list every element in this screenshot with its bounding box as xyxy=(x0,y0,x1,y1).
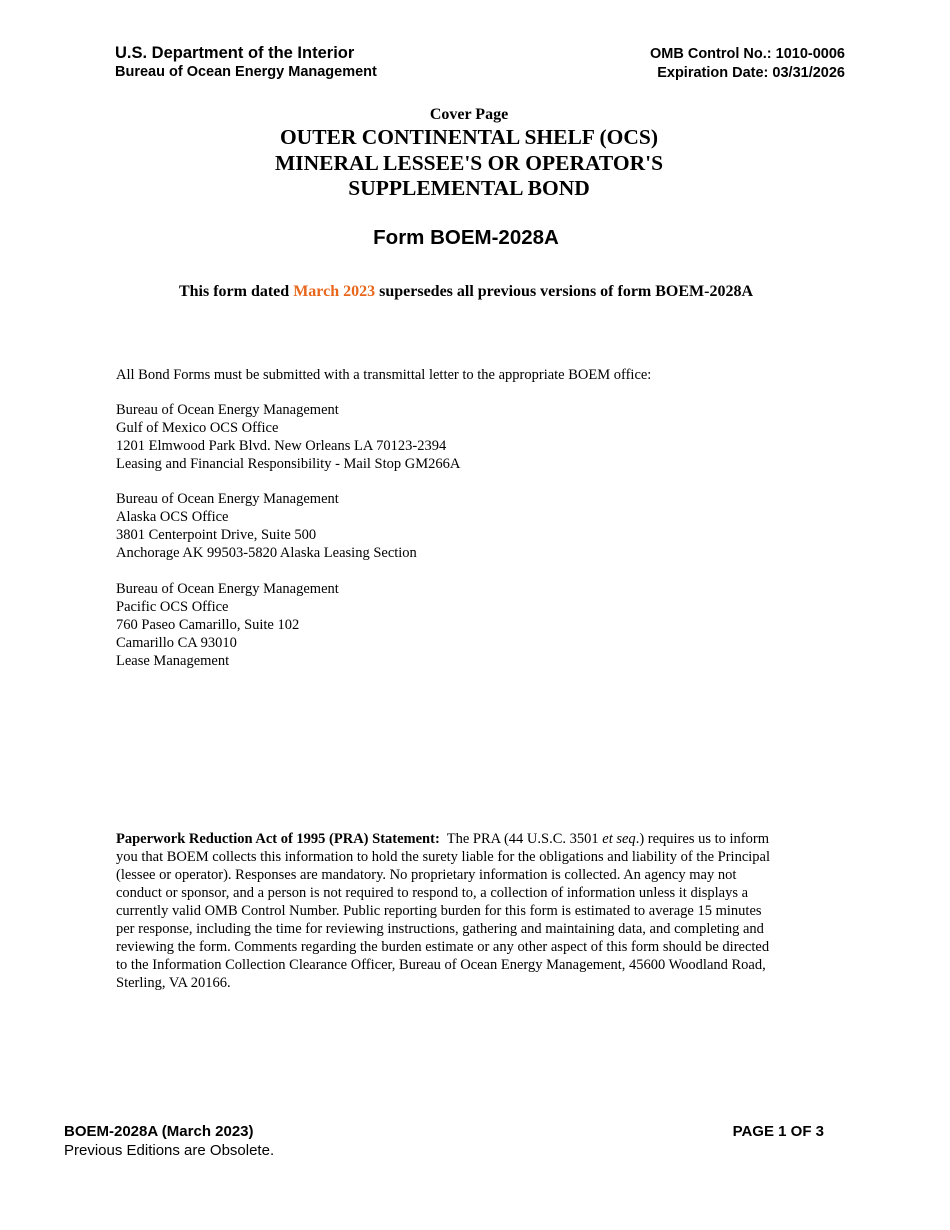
form-title-line-3: SUPPLEMENTAL BOND xyxy=(348,176,590,200)
pra-line: you that BOEM collects this information to hold the surety liable for the obligations and liability of the Principal xyxy=(116,849,770,865)
form-date: March 2023 xyxy=(293,283,376,300)
address-alaska xyxy=(116,490,417,562)
page-number: PAGE 1 OF 3 xyxy=(732,1123,824,1140)
pra-line: Sterling, VA 20166. xyxy=(116,975,231,991)
pra-et-seq: et seq xyxy=(602,831,636,847)
obsolete-note: Previous Editions are Obsolete. xyxy=(64,1142,275,1159)
omb-control-number: OMB Control No.: 1010-0006 xyxy=(650,46,845,62)
address-line: Lease Management xyxy=(116,653,230,669)
address-line: Pacific OCS Office xyxy=(116,599,229,615)
footer-left xyxy=(64,1122,274,1160)
address-line: 3801 Centerpoint Drive, Suite 500 xyxy=(116,527,317,543)
form-title-line-1: OUTER CONTINENTAL SHELF (OCS) xyxy=(279,125,659,149)
address-line: Bureau of Ocean Energy Management xyxy=(116,402,339,418)
pra-text: .) requires us to inform xyxy=(635,831,769,847)
cover-page-label: Cover Page xyxy=(429,106,509,123)
pra-line: currently valid OMB Control Number. Public reporting burden for this form is estimated to average 15 minutes xyxy=(116,903,762,919)
title-block xyxy=(0,104,938,202)
address-line: Gulf of Mexico OCS Office xyxy=(116,420,279,436)
department-name: U.S. Department of the Interior xyxy=(115,44,355,62)
pra-first-line xyxy=(116,830,822,848)
address-pacific xyxy=(116,580,339,670)
pra-heading: Paperwork Reduction Act of 1995 (PRA) Statement: xyxy=(116,831,440,847)
pra-statement xyxy=(116,830,822,992)
form-number: Form BOEM-2028A xyxy=(373,226,559,249)
pra-line: conduct or sponsor, and a person is not required to respond to, a collection of information unless it displays a xyxy=(116,885,749,901)
form-edition: BOEM-2028A (March 2023) xyxy=(64,1123,254,1140)
bureau-name: Bureau of Ocean Energy Management xyxy=(115,64,377,80)
pra-line: (lessee or operator). Responses are mandatory. No proprietary information is collected. An agency may not xyxy=(116,867,737,883)
omb-info xyxy=(650,45,845,83)
supersedes-notice xyxy=(0,281,932,302)
form-title-line-2: MINERAL LESSEE'S OR OPERATOR'S xyxy=(274,150,664,175)
address-line: 1201 Elmwood Park Blvd. New Orleans LA 70123-2394 xyxy=(116,438,447,454)
address-line: Bureau of Ocean Energy Management xyxy=(116,491,339,507)
supersedes-suffix: supersedes all previous versions of form BOEM-2028A xyxy=(375,283,754,300)
pra-line: reviewing the form. Comments regarding the burden estimate or any other aspect of this form should be directed xyxy=(116,939,770,955)
address-line: Alaska OCS Office xyxy=(116,509,229,525)
pra-line: per response, including the time for reviewing instructions, gathering and maintaining data, and completing and xyxy=(116,921,764,937)
address-line: Leasing and Financial Responsibility - Mail Stop GM266A xyxy=(116,456,461,472)
address-gulf-of-mexico xyxy=(116,401,460,473)
address-line: 760 Paseo Camarillo, Suite 102 xyxy=(116,617,300,633)
pra-text: The PRA (44 U.S.C. 3501 xyxy=(439,831,603,847)
supersedes-prefix: This form dated xyxy=(178,283,294,300)
address-line: Camarillo CA 93010 xyxy=(116,635,237,651)
pra-line: to the Information Collection Clearance Officer, Bureau of Ocean Energy Management, 45600 Woodland Road, xyxy=(116,957,766,973)
address-line: Bureau of Ocean Energy Management xyxy=(116,581,339,597)
address-line: Anchorage AK 99503-5820 Alaska Leasing Section xyxy=(116,545,417,561)
expiration-date: Expiration Date: 03/31/2026 xyxy=(657,65,845,81)
submission-instruction: All Bond Forms must be submitted with a transmittal letter to the appropriate BOEM office: xyxy=(116,367,652,383)
agency-header xyxy=(115,44,515,82)
